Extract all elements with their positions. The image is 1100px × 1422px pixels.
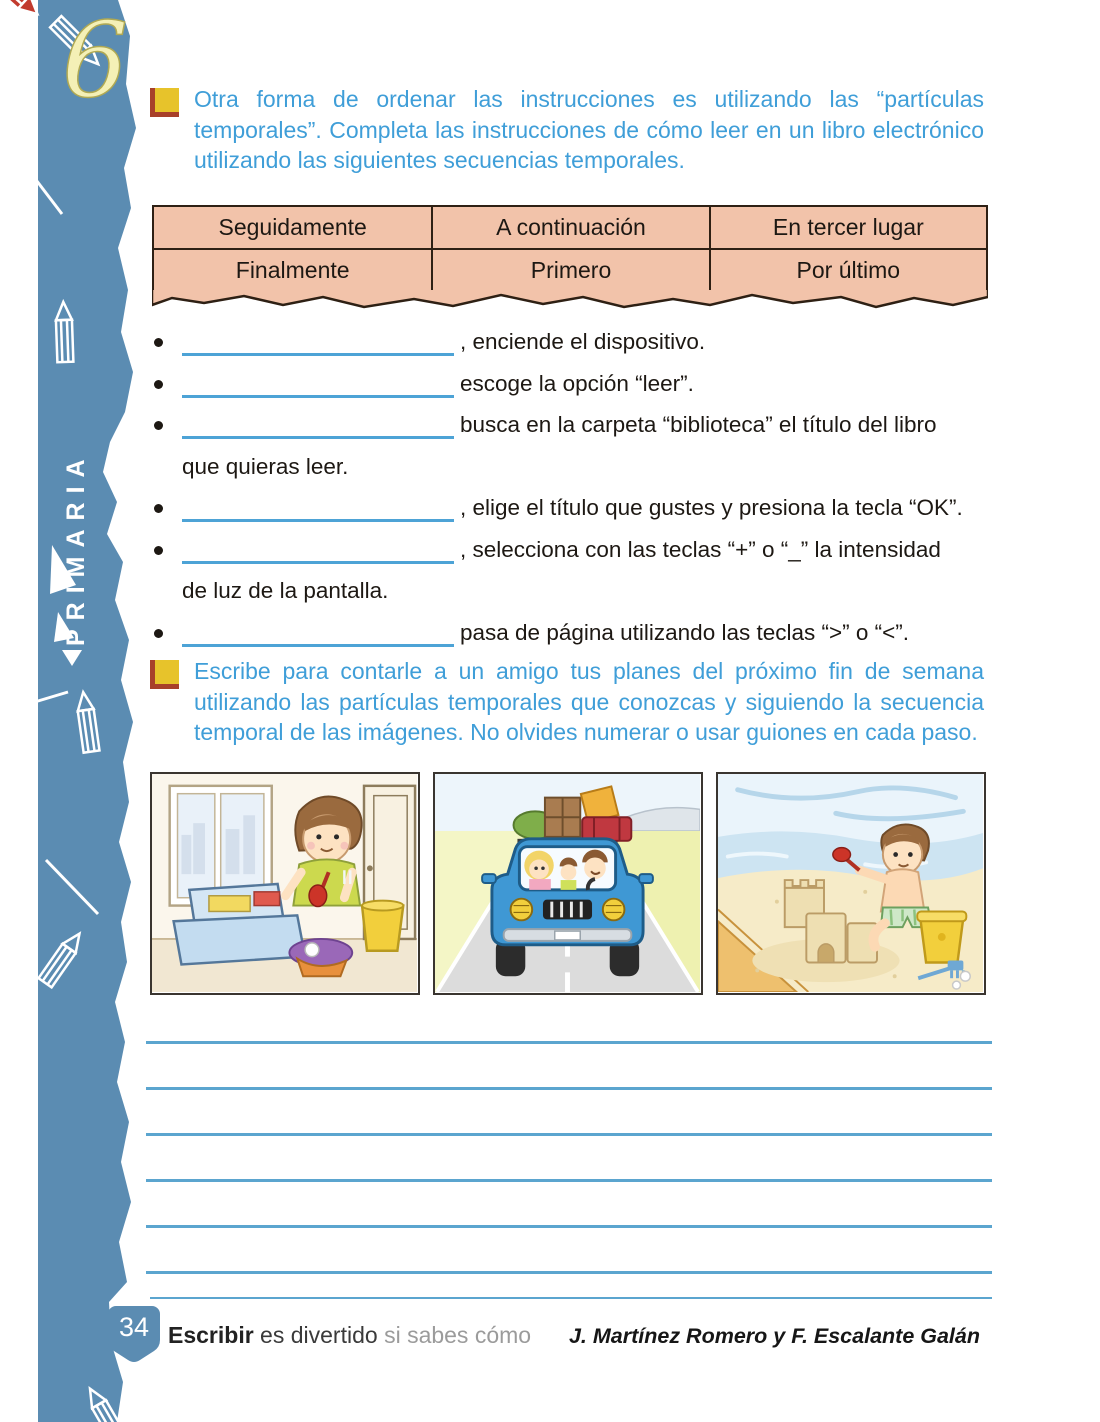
scene-car-trip [433, 772, 703, 995]
instructions-list [150, 321, 992, 653]
writing-line[interactable] [146, 1136, 992, 1182]
list-item [150, 487, 992, 529]
authors: J. Martínez Romero y F. Escalante Galán [568, 1324, 980, 1348]
word-bank-cell: A continuación [431, 207, 708, 250]
item-text: pasa de página utilizando las teclas “>” o “<”. [460, 619, 910, 645]
list-item [150, 363, 992, 405]
writing-line[interactable] [146, 1090, 992, 1136]
item-text: , selecciona con las teclas “+” o “_” la intensidad [460, 536, 941, 562]
activity-bullet-square-icon [150, 88, 179, 117]
fill-blank[interactable] [182, 614, 454, 647]
writing-area [146, 998, 992, 1274]
list-item [150, 529, 992, 612]
word-bank-table [152, 205, 988, 310]
writing-line[interactable] [146, 998, 992, 1044]
red-pencil-icon [0, 0, 43, 21]
scene-beach-sandcastle [716, 772, 986, 995]
list-item [150, 612, 992, 654]
book-title-part1: Escribir [168, 1322, 254, 1348]
item-text: , enciende el dispositivo. [460, 329, 706, 354]
activity2-instruction: Escribe para contarle a un amigo tus planes del próximo fin de semana utilizando las partículas temporales que conozcas y siguiendo la secuencia temporal de las imágenes. No olvides numerar o usar guiones en cada paso. [194, 658, 984, 746]
sidebar-label: PRIMARIA [62, 450, 90, 646]
torn-paper-strip [0, 0, 150, 1422]
fill-blank[interactable] [182, 406, 454, 439]
word-bank-cell: Finalmente [235, 257, 350, 283]
writing-line[interactable] [146, 1044, 992, 1090]
activity-bullet-square-icon [150, 660, 179, 689]
list-item [150, 404, 992, 487]
fill-blank[interactable] [182, 489, 454, 522]
book-title [168, 1322, 531, 1349]
sequence-images [150, 772, 986, 995]
arrow-down-icon [62, 650, 82, 666]
activity1-instruction: Otra forma de ordenar las instrucciones es utilizando las “partículas temporales”. Completa las instrucciones de cómo leer en un libro electrónico utilizando las siguientes secuencias temporales. [194, 86, 984, 174]
word-bank-cell: Primero [431, 250, 708, 291]
sidebar-decoration [0, 0, 150, 1422]
scene-packing-suitcase [150, 772, 420, 995]
book-title-part2: es divertido [260, 1322, 378, 1348]
page-number: 34 [118, 1312, 150, 1342]
item-text-line2: de luz de la pantalla. [182, 578, 389, 603]
unit-number: 6 [62, 0, 129, 121]
word-bank-cell: Por último [709, 250, 986, 291]
fill-blank[interactable] [182, 365, 454, 398]
word-bank-cell: En tercer lugar [709, 207, 986, 250]
fill-blank[interactable] [182, 323, 454, 356]
activity2-heading [150, 656, 990, 748]
activity1-heading [150, 84, 990, 176]
item-text-line2: que quieras leer. [182, 453, 349, 479]
fill-blank[interactable] [182, 531, 454, 564]
footer-separator [150, 1297, 992, 1299]
writing-line[interactable] [146, 1182, 992, 1228]
word-bank-cell: Seguidamente [154, 207, 431, 250]
book-title-part3: si sabes cómo [384, 1322, 532, 1348]
item-text: , elige el título que gustes y presiona la tecla “OK”. [460, 495, 963, 520]
torn-edge [152, 290, 988, 310]
writing-line[interactable] [146, 1228, 992, 1274]
item-text: busca en la carpeta “biblioteca” el título del libro [460, 412, 937, 437]
item-text: escoge la opción “leer”. [460, 370, 694, 396]
list-item [150, 321, 992, 363]
